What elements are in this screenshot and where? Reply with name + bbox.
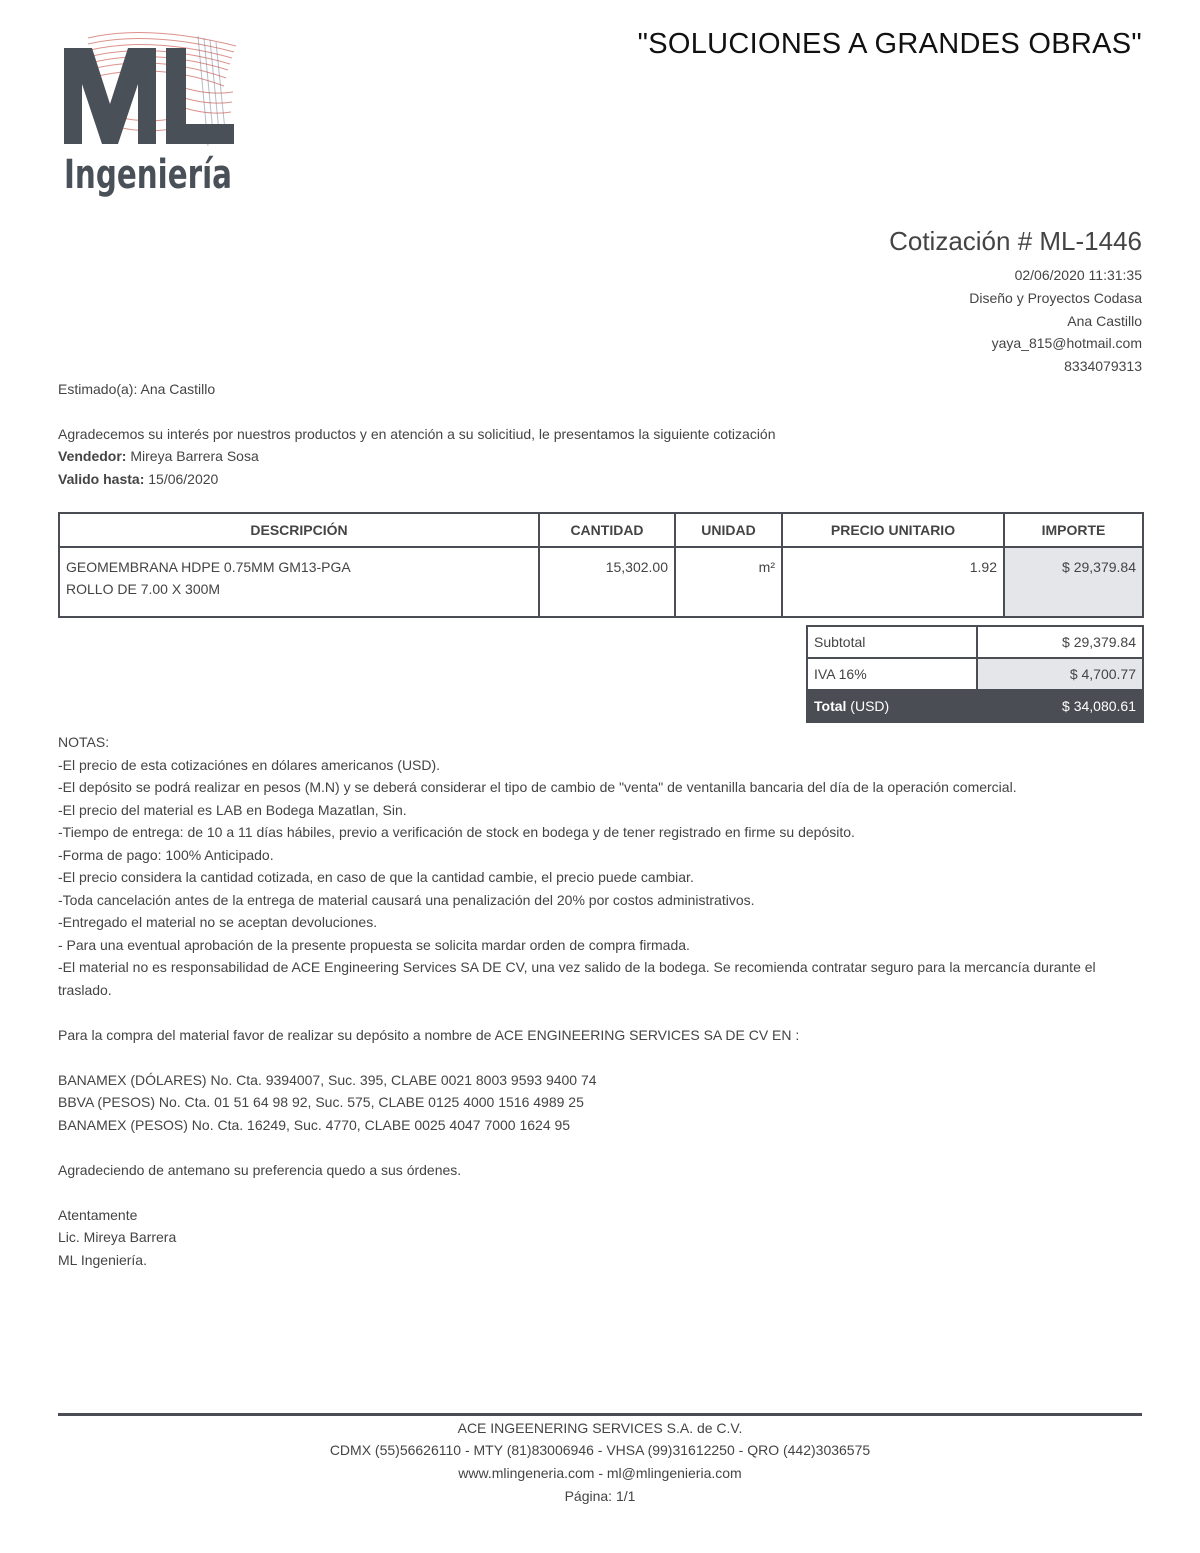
- company-logo: [58, 26, 238, 196]
- iva-label: IVA 16%: [807, 658, 977, 690]
- header-unit: UNIDAD: [675, 513, 782, 547]
- header-unit-price: PRECIO UNITARIO: [782, 513, 1004, 547]
- note-line: -El precio del material es LAB en Bodega Mazatlan, Sin.: [58, 801, 407, 818]
- iva-row: [807, 658, 1143, 690]
- valid-until-label: Valido hasta:: [58, 471, 145, 487]
- intro-message: Agradecemos su interés por nuestros productos y en atención a su solicitiud, le presentamos la siguiente cotización: [58, 426, 776, 442]
- note-line: -Entregado el material no se aceptan devoluciones.: [58, 914, 378, 930]
- client-company: Diseño y Proyectos Codasa: [969, 290, 1142, 306]
- signer-name: Lic. Mireya Barrera: [58, 1229, 177, 1245]
- seller-label: Vendedor:: [58, 448, 127, 464]
- note-line: -El depósito se podrá realizar en pesos (M.N) y se deberá considerar el tipo de cambio de "venta" de ventanilla bancaria del día de la operación comercial.: [58, 779, 1017, 795]
- items-header-row: [59, 513, 1143, 547]
- client-contact: Ana Castillo: [1067, 313, 1142, 329]
- totals-table: [806, 625, 1144, 723]
- note-line: -El precio de esta cotizaciónes en dólares americanos (USD).: [58, 756, 441, 773]
- logo-letter-m: [64, 48, 156, 144]
- item-unit-price: 1.92: [782, 547, 1004, 617]
- spacer: [58, 1046, 1142, 1069]
- item-amount: $ 29,379.84: [1004, 547, 1143, 617]
- footer-phones: CDMX (55)56626110 - MTY (81)83006946 - VHSA (99)31612250 - QRO (442)3036575: [329, 1442, 871, 1458]
- item-description: [59, 547, 539, 617]
- bank-line: BBVA (PESOS) No. Cta. 01 51 64 98 92, Suc. 575, CLABE 0125 4000 1516 4989 25: [58, 1094, 584, 1110]
- seller-name: Mireya Barrera Sosa: [130, 448, 259, 464]
- spacer: [58, 1001, 1142, 1024]
- table-row: [59, 547, 1143, 617]
- valid-until-date: 15/06/2020: [148, 471, 219, 487]
- note-line: -Toda cancelación antes de la entrega de material causará una penalización del 20% por costos administrativos.: [58, 891, 755, 908]
- note-line: -Tiempo de entrega: de 10 a 11 días hábiles, previo a verificación de stock en bodega y de tener registrado en firme su depósito.: [58, 824, 855, 840]
- page-number: Página: 1/1: [564, 1488, 636, 1504]
- subtotal-label: Subtotal: [807, 626, 977, 658]
- spacer: [58, 1181, 1142, 1204]
- header-quantity: CANTIDAD: [539, 513, 675, 547]
- seller-line: [58, 448, 259, 464]
- note-line: -Forma de pago: 100% Anticipado.: [58, 846, 274, 863]
- logo-wordmark: Ingeniería: [64, 152, 232, 198]
- footer-company: ACE INGEENERING SERVICES S.A. de C.V.: [457, 1420, 743, 1436]
- total-label: [807, 690, 977, 722]
- item-description-line2: ROLLO DE 7.00 X 300M: [66, 581, 221, 597]
- subtotal-row: [807, 626, 1143, 658]
- header-description: DESCRIPCIÓN: [59, 513, 539, 547]
- deposit-instruction: Para la compra del material favor de realizar su depósito a nombre de ACE ENGINEERING SERVICES SA DE CV EN :: [58, 1026, 800, 1043]
- note-line: -El precio considera la cantidad cotizada, en caso de que la cantidad cambie, el precio puede cambiar.: [58, 869, 694, 885]
- note-line: -El material no es responsabilidad de ACE Engineering Services SA DE CV, una vez salido de la bodega. Se recomienda contratar seguro para la mercancía durante el traslado.: [58, 959, 1100, 998]
- footer-web: www.mlingeneria.com - ml@mlingenieria.com: [458, 1465, 742, 1481]
- total-value: $ 34,080.61: [977, 690, 1143, 722]
- spacer: [58, 1136, 1142, 1159]
- item-quantity: 15,302.00: [539, 547, 675, 617]
- client-phone: 8334079313: [1064, 358, 1142, 374]
- bank-line: BANAMEX (DÓLARES) No. Cta. 9394007, Suc. 395, CLABE 0021 8003 9593 9400 74: [58, 1071, 597, 1088]
- client-email: yaya_815@hotmail.com: [991, 335, 1142, 351]
- thanks-line: Agradeciendo de antemano su preferencia quedo a sus órdenes.: [58, 1161, 462, 1178]
- greeting: Estimado(a): Ana Castillo: [58, 381, 216, 397]
- note-line: - Para una eventual aprobación de la presente propuesta se solicita mardar orden de compra firmada.: [58, 936, 690, 953]
- total-label-bold: Total: [814, 698, 847, 714]
- slogan: "SOLUCIONES A GRANDES OBRAS": [637, 28, 1142, 60]
- valid-until-line: [58, 471, 218, 487]
- bank-line: BANAMEX (PESOS) No. Cta. 16249, Suc. 4770, CLABE 0025 4047 7000 1624 95: [58, 1116, 571, 1133]
- notes-heading: NOTAS:: [58, 734, 110, 750]
- notes-section: [58, 731, 1142, 1271]
- iva-value: $ 4,700.77: [977, 658, 1143, 690]
- footer-divider: [58, 1413, 1142, 1416]
- quote-datetime: 02/06/2020 11:31:35: [1014, 267, 1142, 283]
- item-description-line1: GEOMEMBRANA HDPE 0.75MM GM13-PGA: [66, 559, 351, 575]
- header-amount: IMPORTE: [1004, 513, 1143, 547]
- quote-title: Cotización # ML-1446: [889, 226, 1142, 256]
- total-row: [807, 690, 1143, 722]
- sign-off: Atentamente: [58, 1206, 138, 1223]
- signer-company: ML Ingeniería.: [58, 1251, 147, 1268]
- total-label-currency: (USD): [850, 698, 890, 714]
- items-table: [58, 512, 1144, 618]
- subtotal-value: $ 29,379.84: [977, 626, 1143, 658]
- item-unit: m²: [675, 547, 782, 617]
